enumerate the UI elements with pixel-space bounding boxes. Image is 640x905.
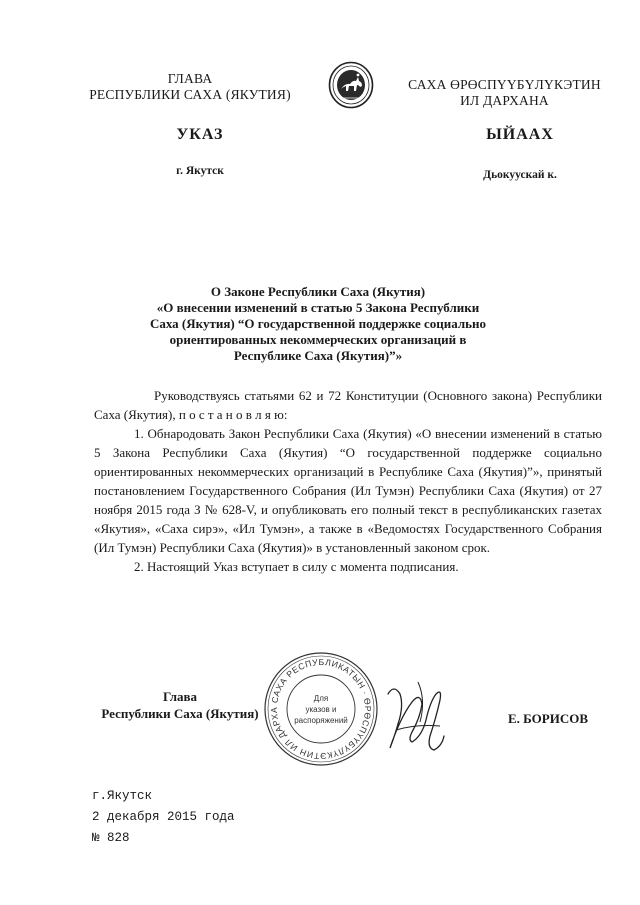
item-2-paragraph: 2. Настоящий Указ вступает в силу с момента подписания. [134,559,459,574]
title-line: «О внесении изменений в статью 5 Закона Республики [156,300,480,315]
issuer-sakha-line1: САХА ӨРӨСПҮҮБҮЛҮКЭТИН [408,77,601,92]
yakutia-coat-of-arms-icon [328,61,374,109]
issuer-ru-line2: РЕСПУБЛИКИ САХА (ЯКУТИЯ) [89,87,291,102]
stamp-center-line: указов и [305,705,337,714]
issuer-ru [80,71,300,103]
city-ru: г. Якутск [176,165,224,177]
stamp-ring-text: САХА РЕСПУБЛИКАТЫН · ӨРӨСПҮҮБҮЛҮКЭТИН ИЛ ДАРХА [268,656,374,762]
issue-city: г.Якутск [92,789,153,803]
official-stamp [262,650,380,768]
doc-type-sakha: ЫЙААХ [486,126,554,143]
stamp-center-line: Для [313,694,329,703]
issuer-ru-line1: ГЛАВА [167,71,213,86]
intro-paragraph: Руководствуясь статьями 62 и 72 Конституции (Основного закона) Республики Саха (Якутия), п о с т а н о в л я ю: [94,388,602,422]
title-line: Саха (Якутия) “О государственной поддержке социально [149,316,487,331]
issue-date: 2 декабря 2015 года [92,810,235,824]
signatory-position [80,688,280,722]
title-line: Республике Саха (Якутия)”» [233,348,403,363]
signature-graphic [378,672,458,772]
stamp-graphic [262,650,380,768]
issuer-sakha [392,77,617,109]
city-sakha: Дьокуускай к. [483,169,557,181]
handwritten-signature [378,672,458,772]
title-line: ориентированных некоммерческих организаций в [169,332,467,347]
title-line: О Законе Республики Саха (Якутия) [210,284,426,299]
issue-number: № 828 [92,831,130,845]
emblem-graphic [328,61,374,109]
position-line2: Республики Саха (Якутия) [101,706,259,721]
item-1-paragraph: 1. Обнародовать Закон Республики Саха (Якутия) «О внесении изменений в статью 5 Закона Республики Саха (Якутия) “О государственной поддержке социально ориентированных некоммерческих организаций в Республике Саха (Якутия)”», принятый постановлением Государственного Собрания (Ил Тумэн) Республики Саха (Якутия) от 27 ноября 2015 года З № 628-V, и опубликовать его полный текст в республиканских газетах «Якутия», «Саха сирэ», «Ил Тумэн», а также в «Ведомостях Государственного Собрания (Ил Тумэн) Республики Саха (Якутия)» в установленный законом срок. [94,426,602,555]
signatory-name: Е. БОРИСОВ [507,711,588,726]
document-title [100,284,536,364]
position-line1: Глава [162,689,198,704]
issuer-sakha-line2: ИЛ ДАРХАНА [460,93,549,108]
doc-type-ru: УКАЗ [176,126,224,143]
document-body [94,386,602,576]
issue-details [92,786,392,849]
stamp-center-line: распоряжений [294,716,348,725]
